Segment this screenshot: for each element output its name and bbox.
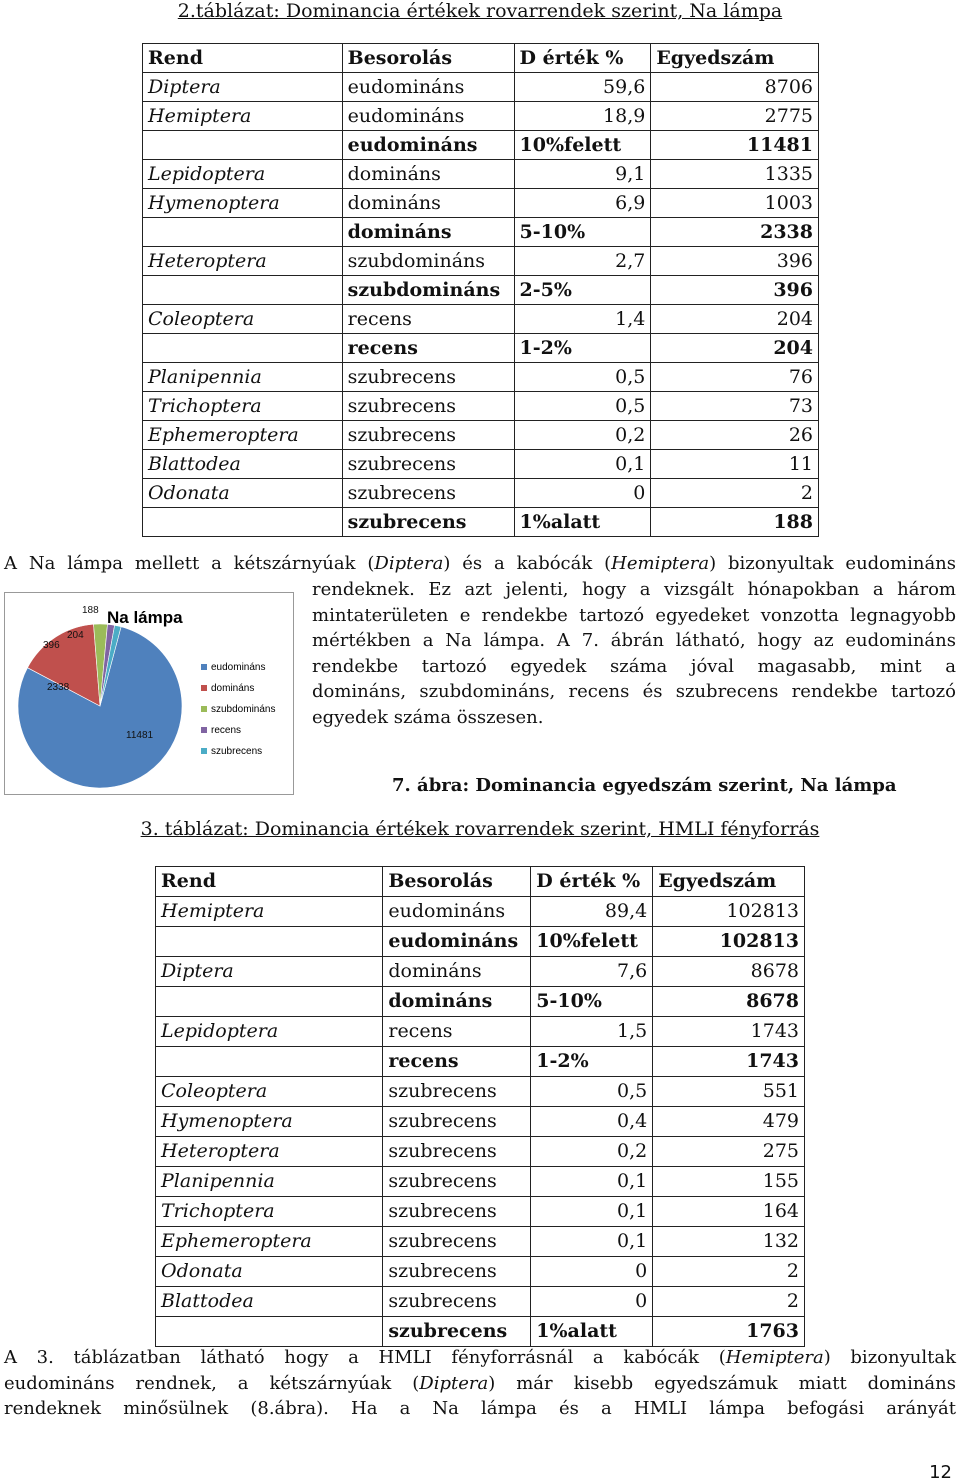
table-summary-row	[143, 508, 819, 537]
cell-n: 204	[651, 305, 819, 334]
cell-rend: Odonata	[156, 1257, 383, 1287]
table-row	[143, 450, 819, 479]
table-summary-row	[156, 1047, 805, 1077]
cell-besorolas: szubrecens	[383, 1137, 531, 1167]
cell-besorolas: szubrecens	[383, 1257, 531, 1287]
table-summary-row	[143, 276, 819, 305]
table-summary-row	[143, 334, 819, 363]
cell-d: 5-10%	[514, 218, 651, 247]
legend-label: szubdomináns	[211, 704, 276, 715]
legend-swatch	[201, 685, 207, 691]
legend-label: domináns	[211, 683, 255, 694]
cell-n: 396	[651, 276, 819, 305]
cell-n: 1763	[653, 1317, 805, 1347]
table-row	[156, 1017, 805, 1047]
cell-rend: Blattodea	[156, 1287, 383, 1317]
cell-d: 6,9	[514, 189, 651, 218]
cell-d: 0	[531, 1287, 653, 1317]
legend-swatch	[201, 664, 207, 670]
legend-swatch	[201, 706, 207, 712]
table-row	[156, 897, 805, 927]
cell-n: 73	[651, 392, 819, 421]
cell-d: 5-10%	[531, 987, 653, 1017]
cell-n: 164	[653, 1197, 805, 1227]
cell-besorolas: recens	[342, 305, 514, 334]
paragraph1-line1	[4, 551, 956, 577]
cell-d: 1,4	[514, 305, 651, 334]
cell-d: 0	[531, 1257, 653, 1287]
table-row	[143, 189, 819, 218]
table-summary-row	[143, 131, 819, 160]
cell-d: 1%alatt	[531, 1317, 653, 1347]
p2-italic: Hemiptera	[725, 1347, 824, 1368]
p1-line: rendekbe tartozó egyedek száma jóval magasabb, mint a	[312, 655, 956, 677]
table2	[155, 866, 805, 1347]
cell-d: 1%alatt	[514, 508, 651, 537]
cell-rend: Hemiptera	[143, 102, 343, 131]
table2-header-cell: Egyedszám	[653, 867, 805, 897]
cell-rend: Blattodea	[143, 450, 343, 479]
cell-rend: Hymenoptera	[143, 189, 343, 218]
cell-besorolas: recens	[383, 1047, 531, 1077]
cell-d: 1-2%	[531, 1047, 653, 1077]
cell-rend: Hymenoptera	[156, 1107, 383, 1137]
cell-besorolas: szubrecens	[383, 1107, 531, 1137]
cell-d: 0,5	[514, 392, 651, 421]
cell-rend: Diptera	[143, 73, 343, 102]
table1-header-cell: D érték %	[514, 44, 651, 73]
cell-d: 2,7	[514, 247, 651, 276]
cell-d: 0,2	[514, 421, 651, 450]
p1-italic: Hemiptera	[611, 553, 710, 574]
cell-rend: Ephemeroptera	[156, 1227, 383, 1257]
p1-text: ) és a kabócák (	[443, 553, 612, 574]
cell-rend	[143, 131, 343, 160]
cell-n: 26	[651, 421, 819, 450]
cell-d: 10%felett	[514, 131, 651, 160]
p2-text: ) bizonyultak	[823, 1347, 956, 1368]
cell-besorolas: szubrecens	[383, 1227, 531, 1257]
table1-caption: 2.táblázat: Dominancia értékek rovarrendek szerint, Na lámpa	[177, 0, 783, 22]
cell-besorolas: szubrecens	[383, 1077, 531, 1107]
cell-rend	[143, 334, 343, 363]
cell-rend	[143, 508, 343, 537]
p1-line: mértékben a Na lámpa. A 7. ábrán látható, hogy az eudomináns	[312, 630, 956, 651]
paragraph1-body	[312, 577, 956, 730]
pie-data-label: 2338	[47, 682, 70, 693]
p1-line: rendeknek. Ez azt jelenti, hogy a vizsgált hónapokban a három	[312, 579, 956, 600]
cell-n: 2	[651, 479, 819, 508]
cell-rend: Trichoptera	[143, 392, 343, 421]
cell-d: 1-2%	[514, 334, 651, 363]
legend-label: szubrecens	[211, 746, 263, 757]
cell-d: 0,1	[514, 450, 651, 479]
cell-n: 8678	[653, 957, 805, 987]
cell-d: 0,5	[514, 363, 651, 392]
p2-line2	[4, 1371, 956, 1397]
cell-besorolas: eudomináns	[342, 131, 514, 160]
table-row	[143, 160, 819, 189]
table-row	[156, 1137, 805, 1167]
page-number: 12	[929, 1462, 952, 1483]
cell-rend	[156, 927, 383, 957]
cell-n: 11481	[651, 131, 819, 160]
cell-n: 8706	[651, 73, 819, 102]
cell-d: 10%felett	[531, 927, 653, 957]
table-row	[143, 305, 819, 334]
cell-d: 59,6	[514, 73, 651, 102]
cell-rend: Heteroptera	[143, 247, 343, 276]
cell-n: 204	[651, 334, 819, 363]
cell-n: 1743	[653, 1047, 805, 1077]
cell-besorolas: domináns	[383, 987, 531, 1017]
cell-rend: Hemiptera	[156, 897, 383, 927]
cell-rend: Planipennia	[156, 1167, 383, 1197]
cell-besorolas: szubrecens	[342, 450, 514, 479]
cell-besorolas: eudomináns	[383, 927, 531, 957]
cell-d: 18,9	[514, 102, 651, 131]
cell-rend: Odonata	[143, 479, 343, 508]
pie-data-label: 204	[67, 630, 84, 641]
table-row	[143, 247, 819, 276]
table-row	[156, 1197, 805, 1227]
cell-d: 0,1	[531, 1167, 653, 1197]
cell-besorolas: domináns	[342, 160, 514, 189]
cell-n: 102813	[653, 927, 805, 957]
figure-caption: 7. ábra: Dominancia egyedszám szerint, Na lámpa	[392, 775, 897, 796]
cell-n: 479	[653, 1107, 805, 1137]
cell-d: 9,1	[514, 160, 651, 189]
table2-header-cell: D érték %	[531, 867, 653, 897]
legend-label: recens	[211, 725, 242, 736]
cell-besorolas: recens	[383, 1017, 531, 1047]
cell-besorolas: domináns	[383, 957, 531, 987]
cell-d: 0,4	[531, 1107, 653, 1137]
cell-rend	[156, 987, 383, 1017]
cell-rend: Lepidoptera	[156, 1017, 383, 1047]
cell-n: 8678	[653, 987, 805, 1017]
pie-chart-figure	[4, 592, 294, 795]
p2-italic: Diptera	[419, 1372, 489, 1394]
table-row	[156, 1077, 805, 1107]
p1-text: A Na lámpa mellett a kétszárnyúak (	[4, 553, 375, 574]
table-row	[143, 73, 819, 102]
table2-header-cell: Rend	[156, 867, 383, 897]
cell-besorolas: recens	[342, 334, 514, 363]
cell-n: 188	[651, 508, 819, 537]
cell-rend: Trichoptera	[156, 1197, 383, 1227]
table-row	[143, 363, 819, 392]
cell-besorolas: szubrecens	[342, 392, 514, 421]
p1-line: mintaterületen e rendekbe tartozó egyedeket vonzotta legnagyobb	[312, 604, 956, 626]
cell-rend	[156, 1317, 383, 1347]
table1-header-cell: Rend	[143, 44, 343, 73]
table1-header-row	[143, 44, 819, 73]
cell-rend	[143, 276, 343, 305]
cell-n: 102813	[653, 897, 805, 927]
cell-besorolas: eudomináns	[342, 102, 514, 131]
table-summary-row	[156, 927, 805, 957]
table-row	[143, 479, 819, 508]
cell-rend	[143, 218, 343, 247]
cell-d: 0,1	[531, 1197, 653, 1227]
table1-header-cell: Besorolás	[342, 44, 514, 73]
cell-n: 76	[651, 363, 819, 392]
cell-n: 2775	[651, 102, 819, 131]
legend-swatch	[201, 727, 207, 733]
paragraph2	[4, 1345, 956, 1422]
cell-n: 1003	[651, 189, 819, 218]
table-row	[156, 957, 805, 987]
cell-n: 2338	[651, 218, 819, 247]
cell-rend: Ephemeroptera	[143, 421, 343, 450]
cell-besorolas: eudomináns	[342, 73, 514, 102]
table-row	[156, 1167, 805, 1197]
p1-text: ) bizonyultak eudomináns	[709, 553, 956, 574]
cell-rend: Heteroptera	[156, 1137, 383, 1167]
cell-rend: Coleoptera	[143, 305, 343, 334]
p2-line1	[4, 1345, 956, 1371]
legend-label: eudomináns	[211, 662, 266, 673]
legend-swatch	[201, 748, 207, 754]
p1-italic: Diptera	[374, 553, 444, 574]
p2-text: A 3. táblázatban látható hogy a HMLI fényforrásnál a kabócák (	[4, 1347, 726, 1368]
cell-n: 551	[653, 1077, 805, 1107]
table-summary-row	[156, 1317, 805, 1347]
table-summary-row	[156, 987, 805, 1017]
table-row	[156, 1257, 805, 1287]
cell-besorolas: szubdomináns	[342, 276, 514, 305]
cell-besorolas: szubrecens	[383, 1317, 531, 1347]
p1-line: egyedek száma összesen.	[312, 706, 544, 728]
cell-rend: Lepidoptera	[143, 160, 343, 189]
cell-n: 396	[651, 247, 819, 276]
p2-text: ) már kisebb egyedszámuk miatt domináns	[488, 1372, 956, 1394]
table-summary-row	[143, 218, 819, 247]
pie-data-label: 11481	[126, 730, 154, 741]
cell-besorolas: szubrecens	[383, 1287, 531, 1317]
cell-besorolas: szubrecens	[342, 508, 514, 537]
table-row	[156, 1287, 805, 1317]
table-row	[143, 392, 819, 421]
table-row	[143, 102, 819, 131]
table-row	[156, 1107, 805, 1137]
p2-text: eudomináns rendnek, a kétszárnyúak (	[4, 1372, 420, 1394]
cell-d: 0	[514, 479, 651, 508]
pie-data-label: 396	[43, 640, 60, 651]
pie-chart	[5, 593, 293, 794]
cell-d: 89,4	[531, 897, 653, 927]
cell-d: 0,1	[531, 1227, 653, 1257]
cell-rend: Coleoptera	[156, 1077, 383, 1107]
cell-d: 7,6	[531, 957, 653, 987]
cell-n: 11	[651, 450, 819, 479]
table1	[142, 43, 819, 537]
cell-besorolas: szubrecens	[383, 1167, 531, 1197]
cell-n: 2	[653, 1287, 805, 1317]
table2-caption: 3. táblázat: Dominancia értékek rovarrendek szerint, HMLI fényforrás	[140, 818, 820, 840]
cell-rend: Diptera	[156, 957, 383, 987]
cell-rend: Planipennia	[143, 363, 343, 392]
cell-rend	[156, 1047, 383, 1077]
cell-n: 155	[653, 1167, 805, 1197]
cell-besorolas: szubrecens	[342, 363, 514, 392]
cell-besorolas: domináns	[342, 218, 514, 247]
cell-n: 2	[653, 1257, 805, 1287]
cell-besorolas: szubdomináns	[342, 247, 514, 276]
table1-header-cell: Egyedszám	[651, 44, 819, 73]
cell-d: 0,2	[531, 1137, 653, 1167]
cell-d: 1,5	[531, 1017, 653, 1047]
cell-n: 1335	[651, 160, 819, 189]
table2-header-cell: Besorolás	[383, 867, 531, 897]
cell-n: 275	[653, 1137, 805, 1167]
cell-besorolas: domináns	[342, 189, 514, 218]
cell-n: 1743	[653, 1017, 805, 1047]
pie-data-label: 188	[82, 605, 99, 616]
cell-d: 2-5%	[514, 276, 651, 305]
cell-besorolas: szubrecens	[342, 421, 514, 450]
cell-n: 132	[653, 1227, 805, 1257]
cell-d: 0,5	[531, 1077, 653, 1107]
chart-title: Na lámpa	[107, 608, 183, 627]
table-row	[143, 421, 819, 450]
table-row	[156, 1227, 805, 1257]
cell-besorolas: szubrecens	[383, 1197, 531, 1227]
table2-header-row	[156, 867, 805, 897]
cell-besorolas: szubrecens	[342, 479, 514, 508]
p2-line3: rendeknek minősülnek (8.ábra). Ha a Na lámpa és a HMLI lámpa befogási arányát	[4, 1398, 956, 1419]
p1-line: domináns, szubdomináns, recens és szubrecens rendekbe tartozó	[312, 681, 956, 702]
cell-besorolas: eudomináns	[383, 897, 531, 927]
